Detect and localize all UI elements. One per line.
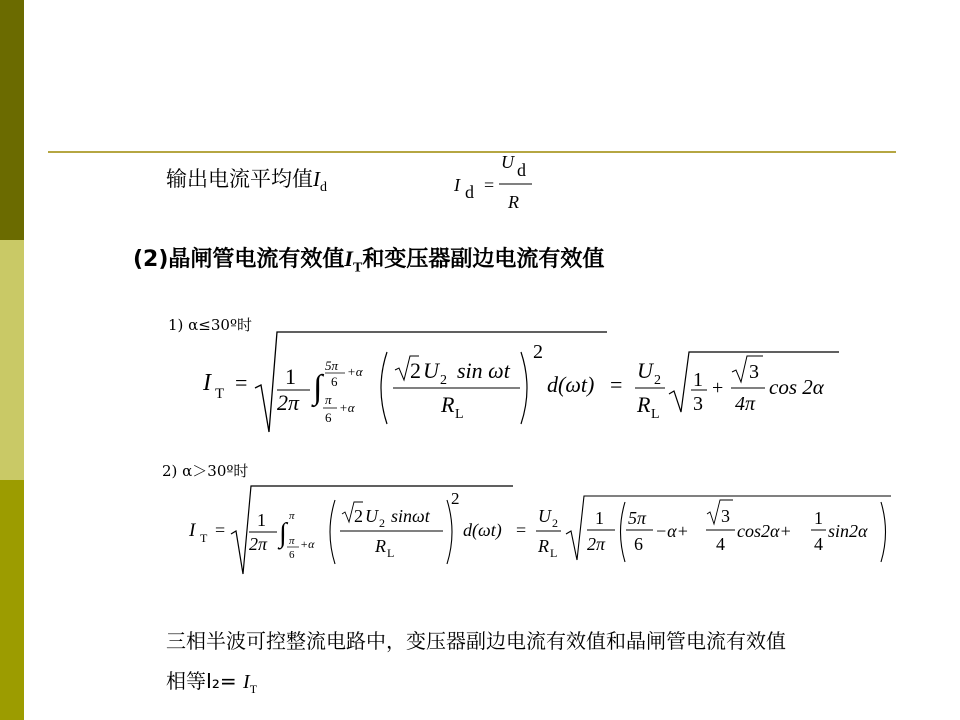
conclusion-equal-text: 相等I₂= xyxy=(166,669,244,693)
f1-rl: R xyxy=(441,392,455,417)
f1-rl-sub: L xyxy=(455,407,464,422)
average-current-sub: d xyxy=(320,180,327,196)
formula-case1 xyxy=(195,330,845,438)
average-current-label xyxy=(166,163,327,196)
sidebar-segment-light xyxy=(0,240,24,480)
f1-integral: ∫ xyxy=(313,369,323,406)
f1-upper-num: 5π xyxy=(325,358,339,373)
f2-f-den: 6 xyxy=(634,534,643,554)
f2-power: 2 xyxy=(451,489,460,508)
eq-avg-den: R xyxy=(508,192,519,212)
f2-sqrt3: 3 xyxy=(721,506,730,526)
f2-rhs-r-sub: L xyxy=(550,546,558,560)
f1-eq: = xyxy=(235,370,248,395)
f1-two-pi: 2π xyxy=(277,390,300,415)
f1-upper-den: 6 xyxy=(331,374,338,389)
f1-sqrt3: 3 xyxy=(749,361,759,383)
f2-cos: cos2α+ xyxy=(737,521,792,541)
f2-sqrt2: 2 xyxy=(354,506,363,526)
f2-rhs-r: R xyxy=(538,536,549,556)
f1-plus: + xyxy=(712,377,724,399)
f1-u2-sub: 2 xyxy=(440,373,447,388)
f1-sinwt: sin ωt xyxy=(457,358,510,383)
case2-label: 2) α＞30º时 xyxy=(162,462,249,480)
f2-minus-alpha: −α+ xyxy=(655,521,689,541)
f1-lhs-sub: T xyxy=(215,386,225,402)
conclusion-line1: 三相半波可控整流电路中，变压器副边电流有效值和晶闸管电流有效值 xyxy=(166,629,786,653)
f2-rl: R xyxy=(375,536,386,556)
f2-c-one: 1 xyxy=(595,508,604,528)
f1-lhs: I xyxy=(203,370,211,396)
f2-f-num: 5π xyxy=(628,508,647,528)
conclusion-var: I xyxy=(243,671,250,693)
sidebar-segment-dark xyxy=(0,0,24,240)
eq-avg-equals: = xyxy=(484,175,495,195)
eq-avg-lhs-sub: d xyxy=(465,182,474,202)
f2-c-two-pi: 2π xyxy=(587,534,606,554)
f2-q-den: 4 xyxy=(814,534,823,554)
average-current-text: 输出电流平均值 xyxy=(166,167,313,191)
f2-rl-sub: L xyxy=(387,546,395,560)
formula-case2 xyxy=(185,482,895,577)
f1-rhs-u: U xyxy=(637,358,653,383)
eq-avg-lhs: I xyxy=(454,175,460,195)
average-current-var: I xyxy=(313,167,320,191)
f1-dwt: d(ωt) xyxy=(547,372,595,397)
sidebar-segment-mid xyxy=(0,480,24,720)
f2-q-num: 1 xyxy=(814,508,823,528)
f2-rhs-u-sub: 2 xyxy=(552,516,558,530)
heading-suffix: 和变压器副边电流有效值 xyxy=(362,247,605,272)
f2-rhs-eq: = xyxy=(516,520,527,540)
heading-prefix: (2)晶闸管电流有效值 xyxy=(133,247,345,272)
f2-dwt: d(ωt) xyxy=(463,520,502,540)
f1-rhs-r: R xyxy=(637,392,651,417)
eq-avg-num: U xyxy=(501,152,514,172)
f1-rhs-u-sub: 2 xyxy=(654,373,661,388)
f2-s-den: 4 xyxy=(716,534,725,554)
f2-integral: ∫ xyxy=(279,518,287,549)
f2-lower-num: π xyxy=(289,535,295,547)
f2-u2-sub: 2 xyxy=(379,516,385,530)
conclusion-var-sub: T xyxy=(249,682,258,696)
heading-var: I xyxy=(344,246,353,271)
f1-upper-plus: +α xyxy=(347,364,363,379)
eq-avg-num-sub: d xyxy=(517,160,526,180)
average-current-equation xyxy=(450,148,550,216)
f2-lhs-sub: T xyxy=(200,531,208,545)
f2-one: 1 xyxy=(257,510,266,530)
f1-t1-num: 1 xyxy=(693,369,703,391)
f2-upper: π xyxy=(289,510,295,522)
f1-t2-den: 4π xyxy=(735,393,756,415)
f2-eq: = xyxy=(215,520,226,540)
f2-lhs: I xyxy=(189,520,196,541)
f2-rhs-u: U xyxy=(538,506,551,526)
f1-sqrt2: 2 xyxy=(410,358,421,383)
heading-sub: T xyxy=(352,260,363,276)
conclusion-line2 xyxy=(166,665,257,697)
f2-lower-den: 6 xyxy=(289,549,295,561)
f1-lower-den: 6 xyxy=(325,410,332,425)
f1-rhs-eq: = xyxy=(610,372,623,397)
f1-cos: cos 2α xyxy=(769,375,824,399)
f2-sinwt: sinωt xyxy=(391,506,430,526)
f2-sin: sin2α xyxy=(828,521,868,541)
f2-u2: U xyxy=(365,506,378,526)
f1-lower-plus: +α xyxy=(339,400,355,415)
sidebar xyxy=(0,0,24,720)
f1-t1-den: 3 xyxy=(693,393,703,415)
f2-lower-plus: +α xyxy=(300,537,315,551)
f1-u2: U xyxy=(423,358,439,383)
f1-lower-num: π xyxy=(325,392,332,407)
section-heading xyxy=(133,242,604,276)
f1-rhs-r-sub: L xyxy=(651,407,660,422)
case1-label: 1) α≤30º时 xyxy=(168,316,253,334)
f2-two-pi: 2π xyxy=(249,534,268,554)
f1-power: 2 xyxy=(533,341,543,363)
f1-one: 1 xyxy=(285,364,296,389)
